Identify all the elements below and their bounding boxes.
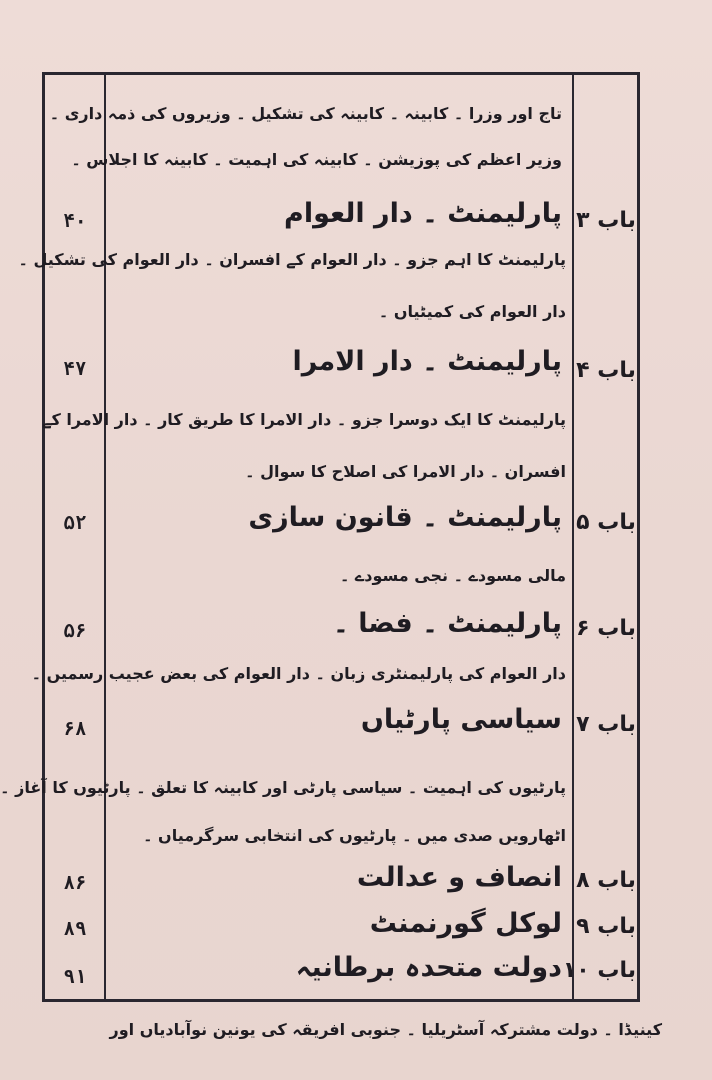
chapter-number: باب ۸ [576, 868, 636, 893]
chapter-topics-line: پارٹیوں کی اہمیت ۔ سیاسی پارٹی اور کابینہ کا تعلق ۔ پارٹیوں کا آغاز ۔ [0, 778, 566, 797]
page-number: ۹۱ [63, 966, 87, 988]
chapter-number: باب ۵ [576, 510, 636, 535]
page-number: ۵۲ [63, 512, 87, 534]
page-column-divider [104, 72, 106, 1002]
chapter-number: باب ۳ [576, 208, 636, 233]
chapter-number: باب ۹ [576, 914, 636, 939]
chapter-topics-line: پارلیمنٹ کا اہم جزو ۔ دار العوام کے افسران ۔ دار العوام کی تشکیل ۔ [18, 250, 566, 269]
chapter-title: سیاسی پارٹیاں [360, 704, 562, 735]
intro-line: وزیر اعظم کی پوزیشن ۔ کابینہ کی اہمیت ۔ کابینہ کا اجلاس ۔ [71, 150, 562, 169]
chapter-topics-line: افسران ۔ دار الامرا کی اصلاح کا سوال ۔ [245, 462, 566, 481]
page-number: ۴۷ [63, 358, 87, 380]
page-number: ۸۶ [63, 872, 87, 894]
chapter-title: دولت متحدہ برطانیہ [295, 952, 562, 983]
chapter-number: باب ۱۰ [562, 958, 636, 983]
page-number: ۸۹ [63, 918, 87, 940]
chapter-column-divider [572, 72, 574, 1002]
intro-line: تاج اور وزرا ۔ کابینہ ۔ کابینہ کی تشکیل ۔ وزیروں کی ذمہ داری ۔ [49, 104, 562, 123]
chapter-title: پارلیمنٹ ۔ قانون سازی [248, 502, 562, 533]
chapter-title: لوکل گورنمنٹ [369, 908, 562, 939]
chapter-number: باب ۷ [576, 712, 636, 737]
chapter-topics-line: اٹھارویں صدی میں ۔ پارٹیوں کی انتخابی سرگرمیاں ۔ [143, 826, 566, 845]
chapter-title: انصاف و عدالت [356, 862, 562, 893]
page-number: ۶۸ [63, 718, 87, 740]
page-number: ۴۰ [63, 210, 87, 232]
page-number: ۵۶ [63, 620, 87, 642]
chapter-title: پارلیمنٹ ۔ دار العوام [284, 198, 562, 229]
chapter-topics-line: دار العوام کی کمیٹیاں ۔ [378, 302, 566, 321]
chapter-topics-line: پارلیمنٹ کا ایک دوسرا جزو ۔ دار الامرا کا طریق کار ۔ دار الامرا کے [42, 410, 566, 429]
chapter-topics-line: دار العوام کی پارلیمنٹری زبان ۔ دار العوام کی بعض عجیب رسمیں ۔ [31, 664, 566, 683]
chapter-title: پارلیمنٹ ۔ فضا ۔ [333, 608, 562, 639]
chapter-topics-line: مالی مسودے ۔ نجی مسودے ۔ [339, 566, 566, 585]
chapter-number: باب ۴ [576, 358, 636, 383]
continuation-line: کینیڈا ۔ دولت مشترکہ آسٹریلیا ۔ جنوبی افریقہ کی یونین نوآبادیاں اور [109, 1020, 662, 1039]
chapter-title: پارلیمنٹ ۔ دار الامرا [292, 346, 562, 377]
chapter-number: باب ۶ [576, 616, 636, 641]
